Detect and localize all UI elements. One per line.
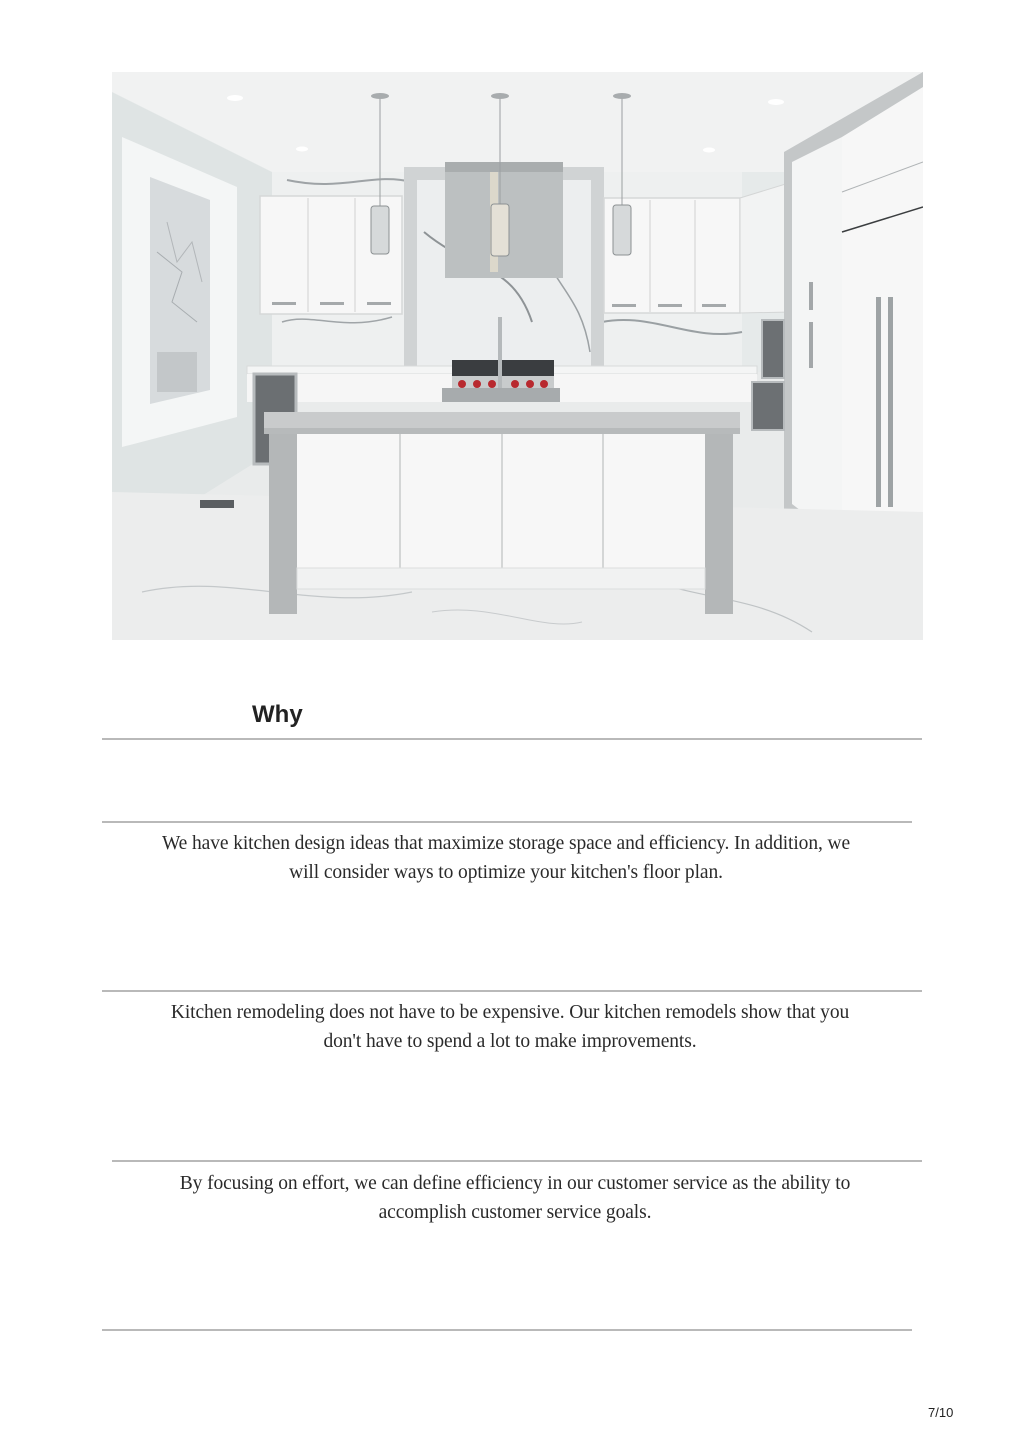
divider-rule — [102, 821, 912, 823]
divider-rule — [102, 1329, 912, 1331]
paragraph-line: We have kitchen design ideas that maximize storage space and efficiency. In addition, we — [161, 833, 851, 854]
kitchen-photo — [112, 72, 923, 640]
section-heading: Why — [252, 701, 303, 728]
pendant-light-center — [491, 204, 509, 256]
island-leg-left — [269, 434, 297, 614]
kitchen-illustration — [112, 72, 923, 640]
paragraph-line: By focusing on effort, we can define efficiency in our customer service as the ability to — [179, 1173, 851, 1194]
paragraph-efficiency — [118, 1169, 912, 1227]
paragraph-cost — [108, 998, 912, 1056]
divider-rule — [102, 738, 922, 740]
pendant-light-left — [371, 206, 389, 254]
paragraph-line: will consider ways to optimize your kitchen's floor plan. — [289, 862, 723, 883]
divider-rule — [102, 990, 922, 992]
island-cabinets — [297, 434, 705, 589]
paragraph-line: don't have to spend a lot to make improvements. — [323, 1031, 697, 1052]
island-leg-right — [705, 434, 733, 614]
paragraph-line: Kitchen remodeling does not have to be expensive. Our kitchen remodels show that you — [170, 1002, 850, 1023]
paragraph-storage — [100, 829, 912, 887]
divider-rule — [112, 1160, 922, 1162]
pendant-light-right — [613, 205, 631, 255]
page-number: 7/10 — [928, 1405, 954, 1420]
paragraph-line: accomplish customer service goals. — [378, 1202, 652, 1223]
